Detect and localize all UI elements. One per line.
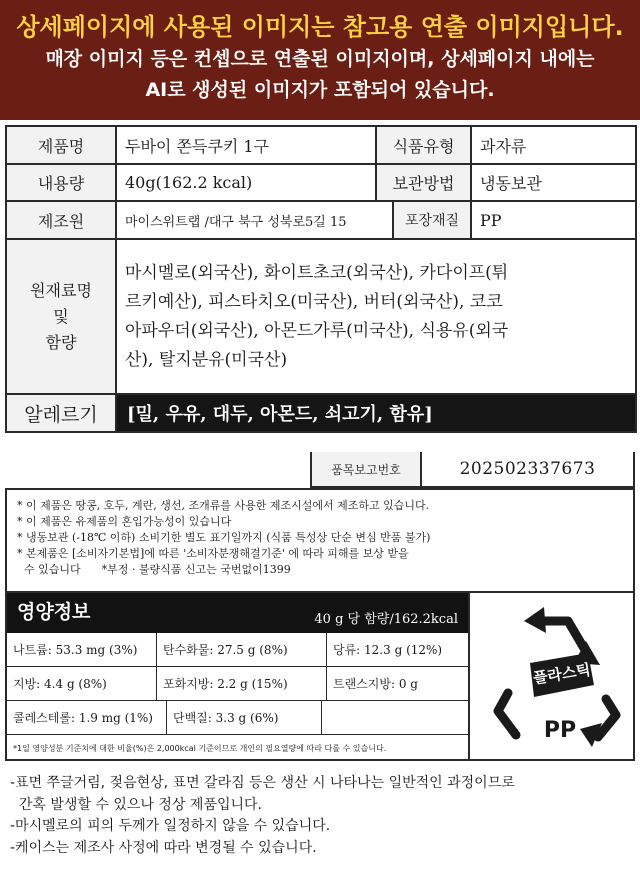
nutrition-empty-cell [322,701,468,734]
nutrition-row [7,667,468,701]
storage-method: 냉동보관 [471,164,636,201]
recycle-mark-box [470,593,635,761]
nutrition-facts [5,593,470,761]
nutrition-fat: 지방: 4.4 g (8%) [7,667,157,700]
banner-line-3: AI로 생성된 이미지가 포함되어 있습니다. [145,79,495,101]
recycle-icon [470,593,633,759]
ingredients [116,239,636,394]
ingredients-line: 산), 탈지분유(미국산) [125,349,288,370]
ingredients-line: 마시멜로(외국산), 화이트초코(외국산), 카다이프(튀 [125,262,509,283]
report-number-label: 품목보고번호 [312,452,422,486]
nutrition-cholesterol: 콜레스테롤: 1.9 mg (1%) [7,701,167,734]
nutrition-row [7,633,468,667]
content-amount: 40g(162.2 kcal) [116,164,376,201]
ingredients-label-line-3: 함량 [45,332,77,352]
note-line: * 본제품은 [소비자기본법]에 따른 '소비자분쟁해결기준' 에 따라 피해를 보상 받을 [17,547,409,560]
notice-banner [0,0,640,120]
caution-notes [5,488,635,593]
nutrition-title: 영양정보 [17,600,91,623]
recycle-label: 플라스틱 [531,660,592,688]
packaging-label: 포장재질 [393,201,471,239]
maker: 마이스위트랩 /대구 북구 성북로5길 15 [116,201,393,239]
disclaimer-line: -표면 쭈글거림, 젖음현상, 표면 갈라짐 등은 생산 시 나타나는 일반적인 과정이므로 [10,775,515,791]
ingredients-line: 아파우더(외국산), 아몬드가루(미국산), 식용유(외국 [125,320,509,341]
maker-label: 제조원 [6,201,116,239]
ingredients-line: 르키예산), 피스타치오(미국산), 버터(외국산), 코코 [125,291,503,312]
ingredients-label [6,239,116,394]
nutrition-basis: 40 g 당 함량/162.2kcal [314,612,458,627]
ingredients-label-line-2: 및 [53,306,69,326]
product-info-table [5,125,637,433]
storage-label: 보관방법 [376,164,471,201]
nutrition-footnote: *1일 영양성분 기준치에 대한 비율(%)은 2,000kcal 기준이므로 개인의 필요열량에 따라 다를 수 있습니다. [13,744,387,753]
food-type: 과자류 [471,126,636,164]
recycle-material: PP [543,718,577,743]
ingredients-label-line-1: 원재료명 [30,280,92,300]
disclaimer-line: 간혹 발생할 수 있으나 정상 제품입니다. [10,796,262,813]
banner-line-2: 매장 이미지 등은 컨셉으로 연출된 이미지이며, 상세페이지 내에는 [45,48,595,70]
product-name: 두바이 쫀득쿠키 1구 [116,126,376,164]
product-disclaimer [10,773,635,859]
banner-line-1: 상세페이지에 사용된 이미지는 참고용 연출 이미지입니다. [16,13,624,41]
note-line: * 이 제품은 땅콩, 호두, 계란, 생선, 조개류를 사용한 제조시설에서 제조하고 있습니다. [17,499,430,512]
disclaimer-line: -케이스는 제조사 사정에 따라 변경될 수 있습니다. [10,839,317,856]
note-line: * 이 제품은 유제품의 혼입가능성이 있습니다 [17,515,232,528]
content-label: 내용량 [6,164,116,201]
allergy-label: 알레르기 [6,394,116,432]
packaging-material: PP [471,201,636,239]
nutrition-carbs: 탄수화물: 27.5 g (8%) [157,633,327,666]
nutrition-trans-fat: 트랜스지방: 0 g [333,677,418,691]
nutrition-saturated-fat: 포화지방: 2.2 g (15%) [157,667,327,700]
note-line: * 냉동보관 (-18℃ 이하) 소비기한 별도 표기일까지 (식품 특성상 단순 변심 반품 불가) [17,531,431,544]
nutrition-protein: 단백질: 3.3 g (6%) [167,701,322,734]
disclaimer-line: -마시멜로의 피의 두께가 일정하지 않을 수 있습니다. [10,818,331,834]
report-number-box [310,452,635,488]
nutrition-header [7,593,468,633]
note-line: 수 있습니다 *부정 · 불량식품 신고는 국번없이1399 [17,563,291,576]
allergy-info: [밀, 우유, 대두, 아몬드, 쇠고기, 함유] [116,394,636,432]
nutrition-sugars: 당류: 12.3 g (12%) [333,643,443,657]
nutrition-sodium: 나트륨: 53.3 mg (3%) [7,633,157,666]
report-number: 202502337673 [459,459,596,479]
product-name-label: 제품명 [6,126,116,164]
nutrition-row [7,701,468,735]
food-type-label: 식품유형 [376,126,471,164]
